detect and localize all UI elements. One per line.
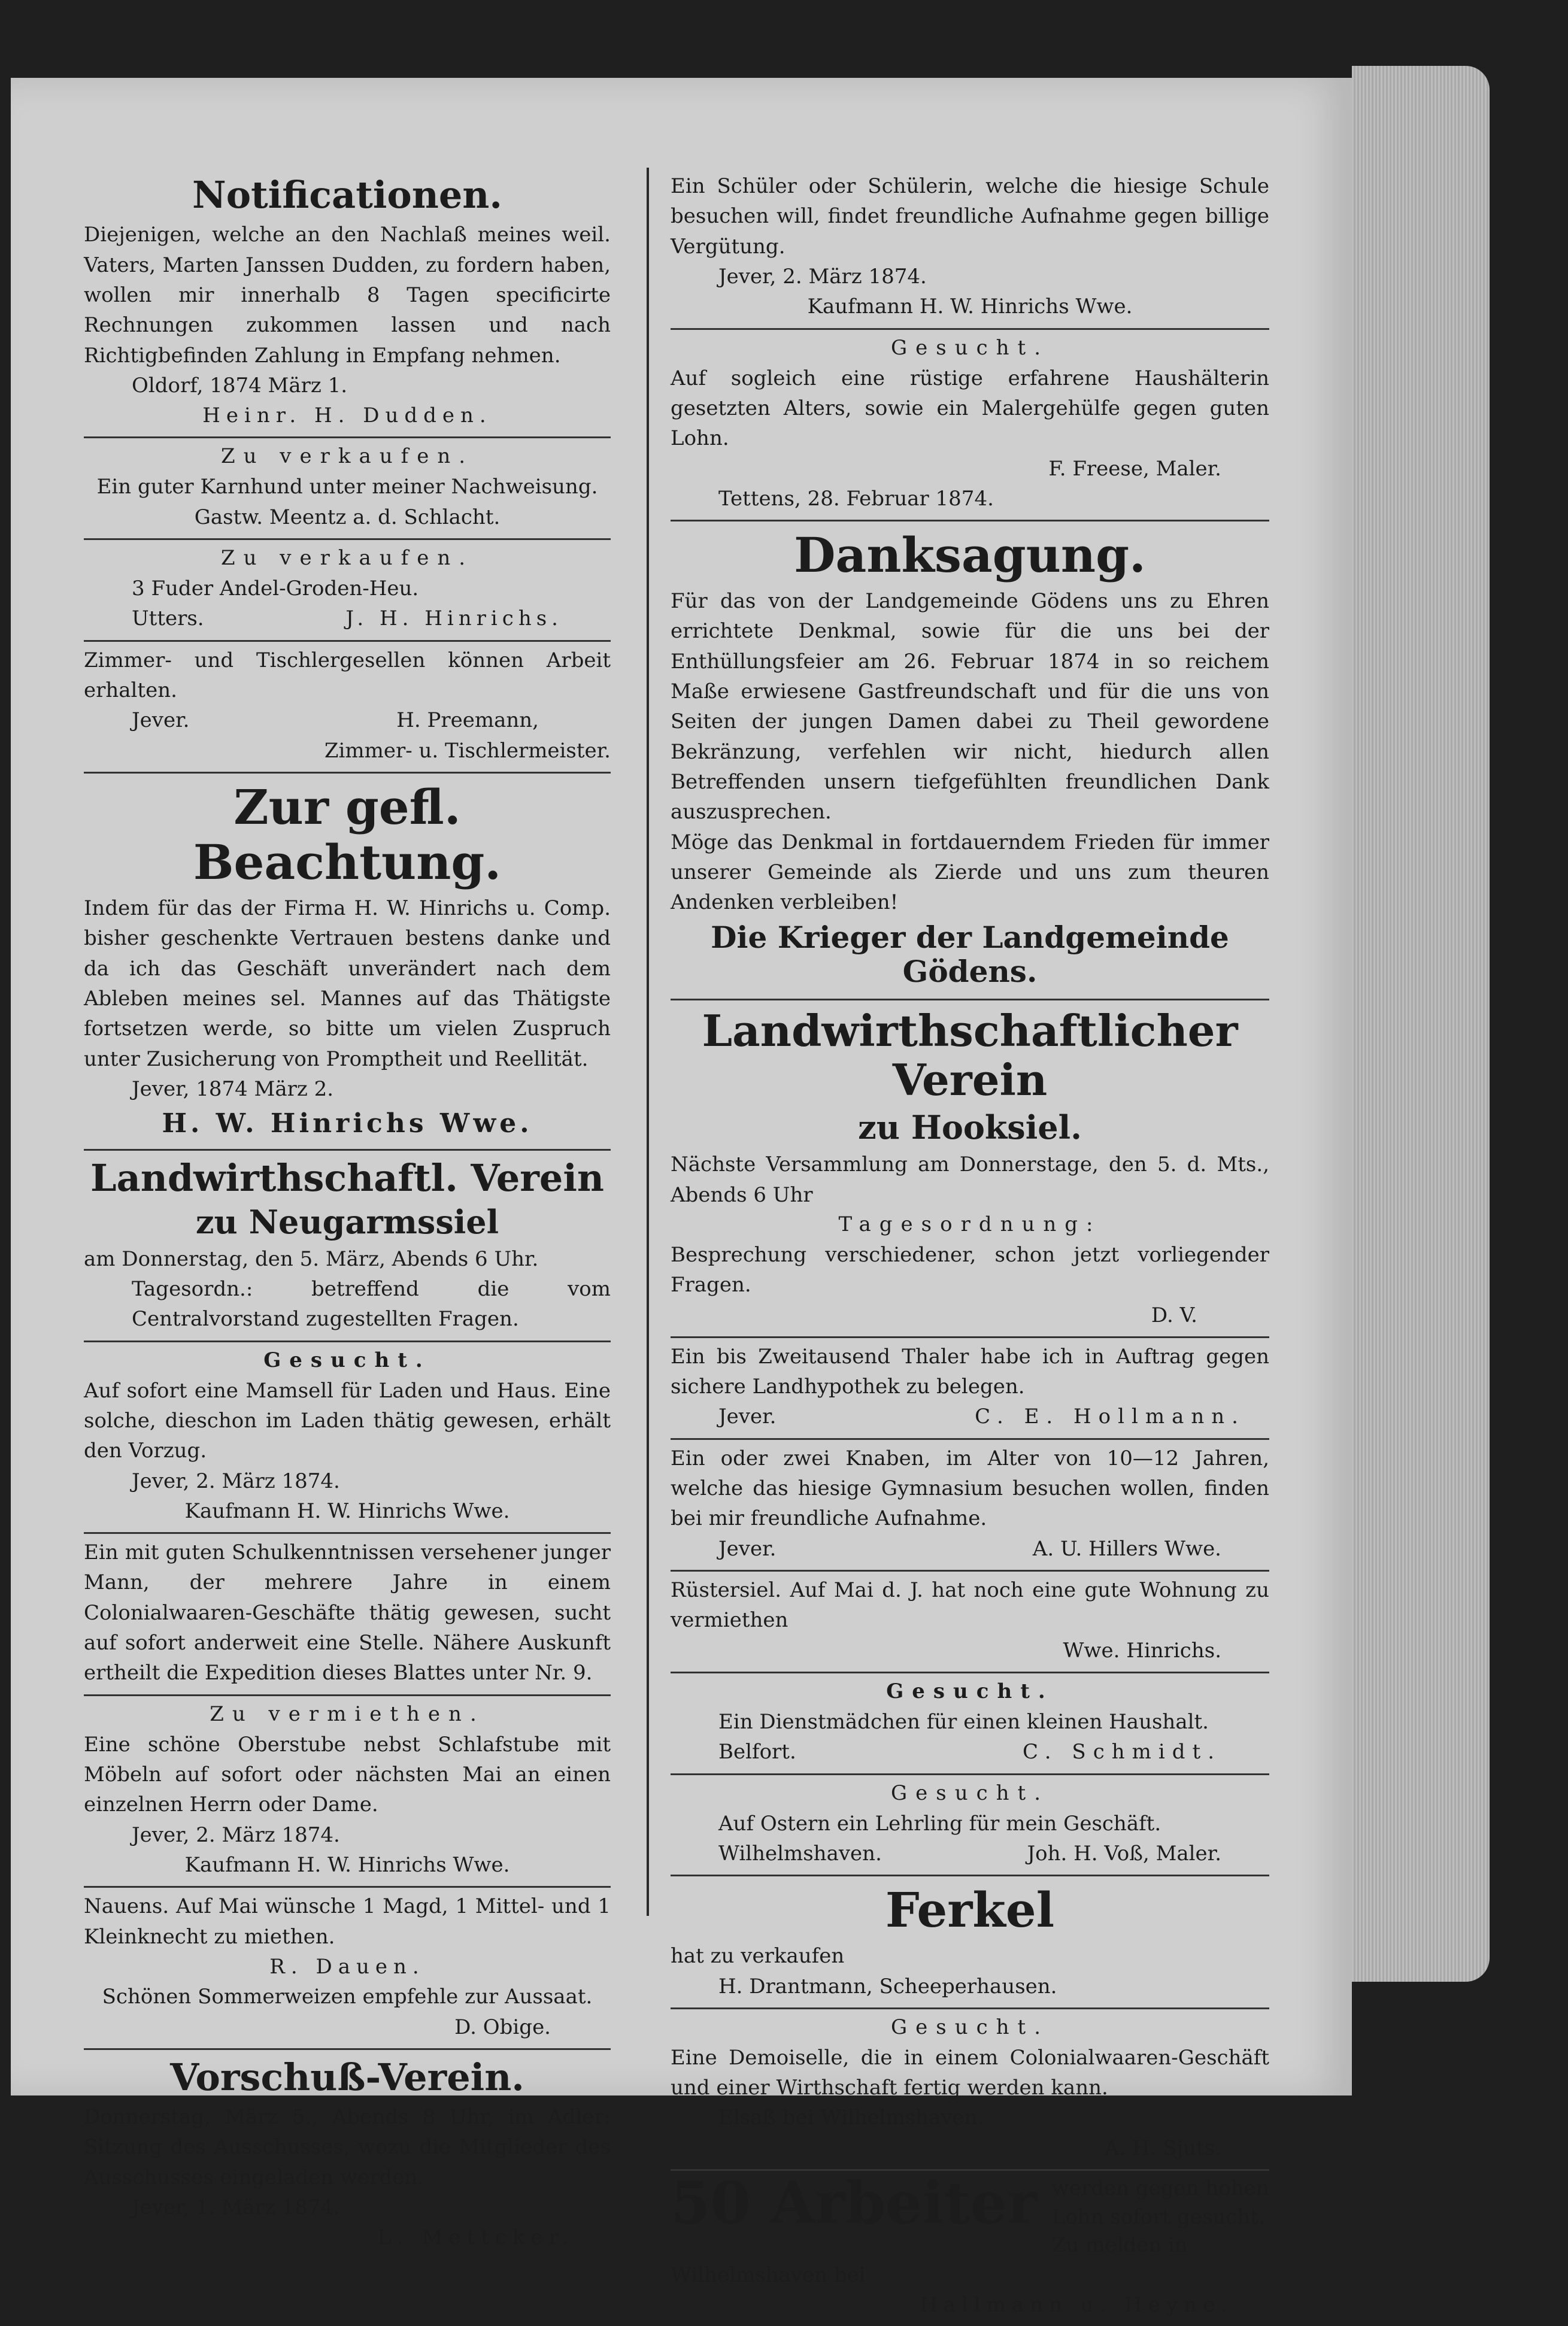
ad-workers (671, 2171, 1269, 2326)
ad-body: 3 Fuder Andel-Groden-Heu. (132, 577, 419, 601)
ad-boys (671, 1440, 1269, 1572)
ad-signature: Die Krieger der Landgemeinde Gödens. (711, 919, 1229, 990)
ad-place-date: Jever, 2. März 1874. (132, 1469, 340, 1493)
ad-young-man (84, 1534, 611, 1696)
ad-body: Ein oder zwei Knaben, im Alter von 10—12 Jahren, welche das hiesige Gymnasium besuchen wollen, finden bei mir freundliche Aufnahme. (671, 1446, 1269, 1531)
ad-place-date: Jever, 2. März 1874. (718, 264, 927, 289)
ad-thanks (671, 521, 1269, 998)
ad-body: Indem für das der Firma H. W. Hinrichs u. Comp. bisher geschenkte Vertrauen bestens danke und da ich das Geschäft unverändert nach dem Ableben meines sel. Mannes auf das Thätigste fortsetzen werde, so bitte um vielen Zuspruch unter Zusicherung von Promptheit und Reellität. (84, 896, 611, 1071)
ad-signature: Joh. H. Voß, Maler. (1027, 1841, 1221, 1866)
ad-signature: C. E. Hollmann. (975, 1405, 1245, 1429)
ad-agenda: Besprechung verschiedener, schon jetzt vorliegender Fragen. (671, 1242, 1269, 1297)
ad-sale-hay (84, 540, 611, 642)
ad-place-date: Tettens, 28. Februar 1874. (718, 486, 994, 511)
ad-footer (84, 705, 611, 735)
ad-nauens (84, 1888, 611, 2050)
ad-footer (671, 1402, 1269, 1432)
ad-body: Eine schöne Oberstube nebst Schlafstube mit Möbeln auf sofort oder nächsten Mai an einen einzelnen Herrn oder Dame. (84, 1732, 611, 1817)
ad-notification (84, 168, 611, 438)
ad-ferkel (671, 1876, 1269, 2009)
ad-subhead: Zu verkaufen. (220, 444, 474, 469)
ad-body: Ein mit guten Schulkenntnissen versehener junger Mann, der mehrere Jahre in einem Colonialwaaren-Geschäfte thätig gewesen, sucht auf sofort anderweit eine Stelle. Nähere Auskunft ertheilt die Expedition dieses Blattes unter Nr. 9. (84, 1540, 611, 1685)
ad-body: Für das von der Landgemeinde Gödens uns zu Ehren errichtete Denkmal, sowie für die uns bei der Enthüllungsfeier am 26. Februar 1874 in so reichem Maße erwiesene Gastfreundschaft und für die uns von Seiten der jungen Damen dabei zu Theil gewordene Bekränzung, verfehlen wir nicht, hiedurch allen Betreffenden unsern tiefgefühlten freundlichen Dank auszusprechen. (671, 589, 1269, 824)
ad-signature-title: Zimmer- u. Tischlermeister. (324, 738, 611, 763)
ad-subtitle: zu Hooksiel. (858, 1108, 1082, 1147)
ad-signature: F. Freese, Maler. (1048, 456, 1221, 481)
ad-subhead: Gesucht. (890, 2015, 1050, 2039)
ad-title: Landwirthschaftlicher Verein (702, 1005, 1238, 1106)
ad-body: Eine Demoiselle, die in einem Colonialwaaren-Geschäft und einer Wirthschaft fertig werden kann. (671, 2045, 1269, 2100)
ad-footer (671, 1839, 1269, 1869)
ad-wanted-apprentice (671, 1775, 1269, 1877)
ad-wanted-demoiselle (671, 2009, 1269, 2171)
ad-pupil (671, 168, 1269, 330)
ad-mortgage (671, 1338, 1269, 1440)
ad-signature: H. Drantmann, Scheeperhausen. (718, 1974, 1057, 1999)
ad-place: Belfort. (718, 1740, 796, 1764)
ad-vorschuss (84, 2050, 611, 2259)
ad-ruestersiel (671, 1572, 1269, 1673)
ad-body: Ein guter Karnhund unter meiner Nachweisung. (96, 475, 598, 499)
ad-title: Ferkel (885, 1882, 1055, 1939)
ad-verein-hooksiel (671, 999, 1269, 1338)
column-divider (647, 168, 649, 1916)
ad-workers-header (671, 2169, 1269, 2260)
ad-title: Notificationen. (192, 173, 502, 217)
ad-body: Auf Ostern ein Lehrling für mein Geschäft. (718, 1811, 1161, 1836)
left-column (84, 168, 611, 2259)
ad-body: Donnerstag, März 5., Abends 8 Uhr, im Adler: Sitzung des Ausschusses, wozu die Mitglieder des Ausschusses eingeladen werden. (84, 2105, 611, 2189)
ad-body: werden gegen hohen Lohn sofort gesucht. Zu melden in (1051, 2176, 1269, 2258)
ad-signature: D. V. (1151, 1303, 1197, 1327)
ad-wanted-mamsell (84, 1342, 611, 1535)
ad-signature: Kaufmann H. W. Hinrichs Wwe. (184, 1499, 510, 1523)
ad-body: Rüstersiel. Auf Mai d. J. hat noch eine gute Wohnung zu vermiethen (671, 1578, 1269, 1633)
ad-place: Utters. (132, 606, 204, 631)
right-column (671, 168, 1269, 2326)
page-stack-edge (1352, 66, 1490, 1982)
ad-subhead: Zu vermiethen. (210, 1702, 485, 1726)
ad-signature-2: D. Obige. (454, 2015, 551, 2039)
ad-title: 50 Arbeiter (671, 2169, 1038, 2237)
ad-subhead: Gesucht. (890, 1781, 1050, 1805)
ad-body: Zimmer- und Tischlergesellen können Arbeit erhalten. (84, 648, 611, 703)
ad-title: Zur gefl. Beachtung. (193, 778, 502, 890)
ad-subhead: Zu verkaufen. (220, 546, 474, 571)
ad-signature: Gastw. Meentz a. d. Schlacht. (194, 505, 501, 529)
ad-body: Nächste Versammlung am Donnerstage, den 5. d. Mts., Abends 6 Uhr (671, 1153, 1269, 1207)
ad-place: Jever. (132, 708, 190, 733)
ad-footer (671, 1534, 1269, 1564)
ad-wanted-housekeeper (671, 330, 1269, 522)
ad-signature: Kaufmann H. W. Hinrichs Wwe. (807, 295, 1133, 319)
ad-body-2: Schönen Sommerweizen empfehle zur Aussaat. (102, 1985, 593, 2009)
ad-place: Wilhelmshaven. (718, 1841, 882, 1866)
ad-verein-neugarmssiel (84, 1151, 611, 1342)
ad-signature: L. Mettcker. (377, 2225, 575, 2250)
ad-signature: Hallmann u. Heyne. (919, 2293, 1233, 2318)
ad-body: Ein Dienstmädchen für einen kleinen Haushalt. (718, 1709, 1209, 1734)
ad-place-date: Jever, 1874 März 2. (132, 1076, 334, 1101)
ad-title: Vorschuß-Verein. (170, 2055, 524, 2099)
ad-subhead: Gesucht. (263, 1348, 431, 1372)
ad-signature: H. Preemann, (396, 708, 539, 733)
ad-signature: Kaufmann H. W. Hinrichs Wwe. (184, 1852, 510, 1877)
ad-body: Auf sofort eine Mamsell für Laden und Haus. Eine solche, dieschon im Laden thätig gewesen, erhält den Vorzug. (84, 1378, 611, 1463)
ad-signature: R. Dauen. (269, 1954, 425, 1979)
ad-body-2: Möge das Denkmal in fortdauerndem Frieden für immer unserer Gemeinde als Zierde und uns zum theuren Andenken verbleiben! (671, 830, 1269, 915)
ad-signature: Wwe. Hinrichs. (1063, 1638, 1221, 1663)
ad-body: Diejenigen, welche an den Nachlaß meines weil. Vaters, Marten Janssen Dudden, zu fordern haben, wollen mir innerhalb 8 Tagen specificirte Rechnungen zukommen lassen und nach Richtigbefinden Zahlung in Empfang nehmen. (84, 223, 611, 368)
ad-place: Wilhelmshaven bei (671, 2263, 866, 2287)
ad-subtitle: zu Neugarmssiel (195, 1202, 499, 1241)
ad-body: Nauens. Auf Mai wünsche 1 Magd, 1 Mittel- und 1 Kleinknecht zu miethen. (84, 1894, 611, 1949)
ad-sale-dog (84, 438, 611, 540)
ad-body: Ein Schüler oder Schülerin, welche die hiesige Schule besuchen will, findet freundliche Aufnahme gegen billige Vergütung. (671, 174, 1269, 259)
ad-subhead: Gesucht. (886, 1679, 1054, 1703)
ad-agenda: Tagesordn.: betreffend die vom Centralvorstand zugestellten Fragen. (132, 1276, 611, 1332)
ad-signature: H. W. Hinrichs Wwe. (162, 1108, 533, 1139)
ad-subhead: Gesucht. (890, 335, 1050, 360)
ad-place: Jever. (718, 1405, 777, 1429)
ad-carpenters (84, 642, 611, 774)
ad-body: Ein bis Zweitausend Thaler habe ich in Auftrag gegen sichere Landhypothek zu belegen. (671, 1344, 1269, 1399)
ad-agenda-label: Tagesordnung: (838, 1212, 1102, 1236)
ad-place-date: Oldorf, 1874 März 1. (132, 373, 348, 398)
ad-signature: A. U. Hillers Wwe. (1032, 1536, 1221, 1561)
ad-footer (84, 604, 611, 633)
ad-signature: Heinr. H. Dudden. (202, 404, 492, 428)
ad-date: am Donnerstag, den 5. März, Abends 6 Uhr. (84, 1247, 539, 1271)
ad-footer (671, 1737, 1269, 1767)
ad-title: Danksagung. (794, 527, 1146, 584)
ad-place-date: Jever, 1. März 1874. (132, 2195, 340, 2220)
ad-signature: A. H. Sjuts. (1104, 2136, 1221, 2160)
ad-signature: J. H. Hinrichs. (345, 606, 563, 631)
ad-title: Landwirthschaftl. Verein (90, 1156, 605, 1200)
ad-wanted-maid (671, 1673, 1269, 1775)
ad-rent-room (84, 1696, 611, 1888)
ad-signature: C. Schmidt. (1023, 1740, 1221, 1764)
ad-place: Elsaß bei Wilhelmshaven. (718, 2106, 984, 2130)
ad-body: hat zu verkaufen (671, 1944, 845, 1969)
ad-place: Jever. (718, 1536, 777, 1561)
ad-place-date: Jever, 2. März 1874. (132, 1822, 340, 1847)
ad-attention (84, 774, 611, 1151)
ad-body: Auf sogleich eine rüstige erfahrene Haushälterin gesetzten Alters, sowie ein Malergehülfe gegen guten Lohn. (671, 366, 1269, 451)
